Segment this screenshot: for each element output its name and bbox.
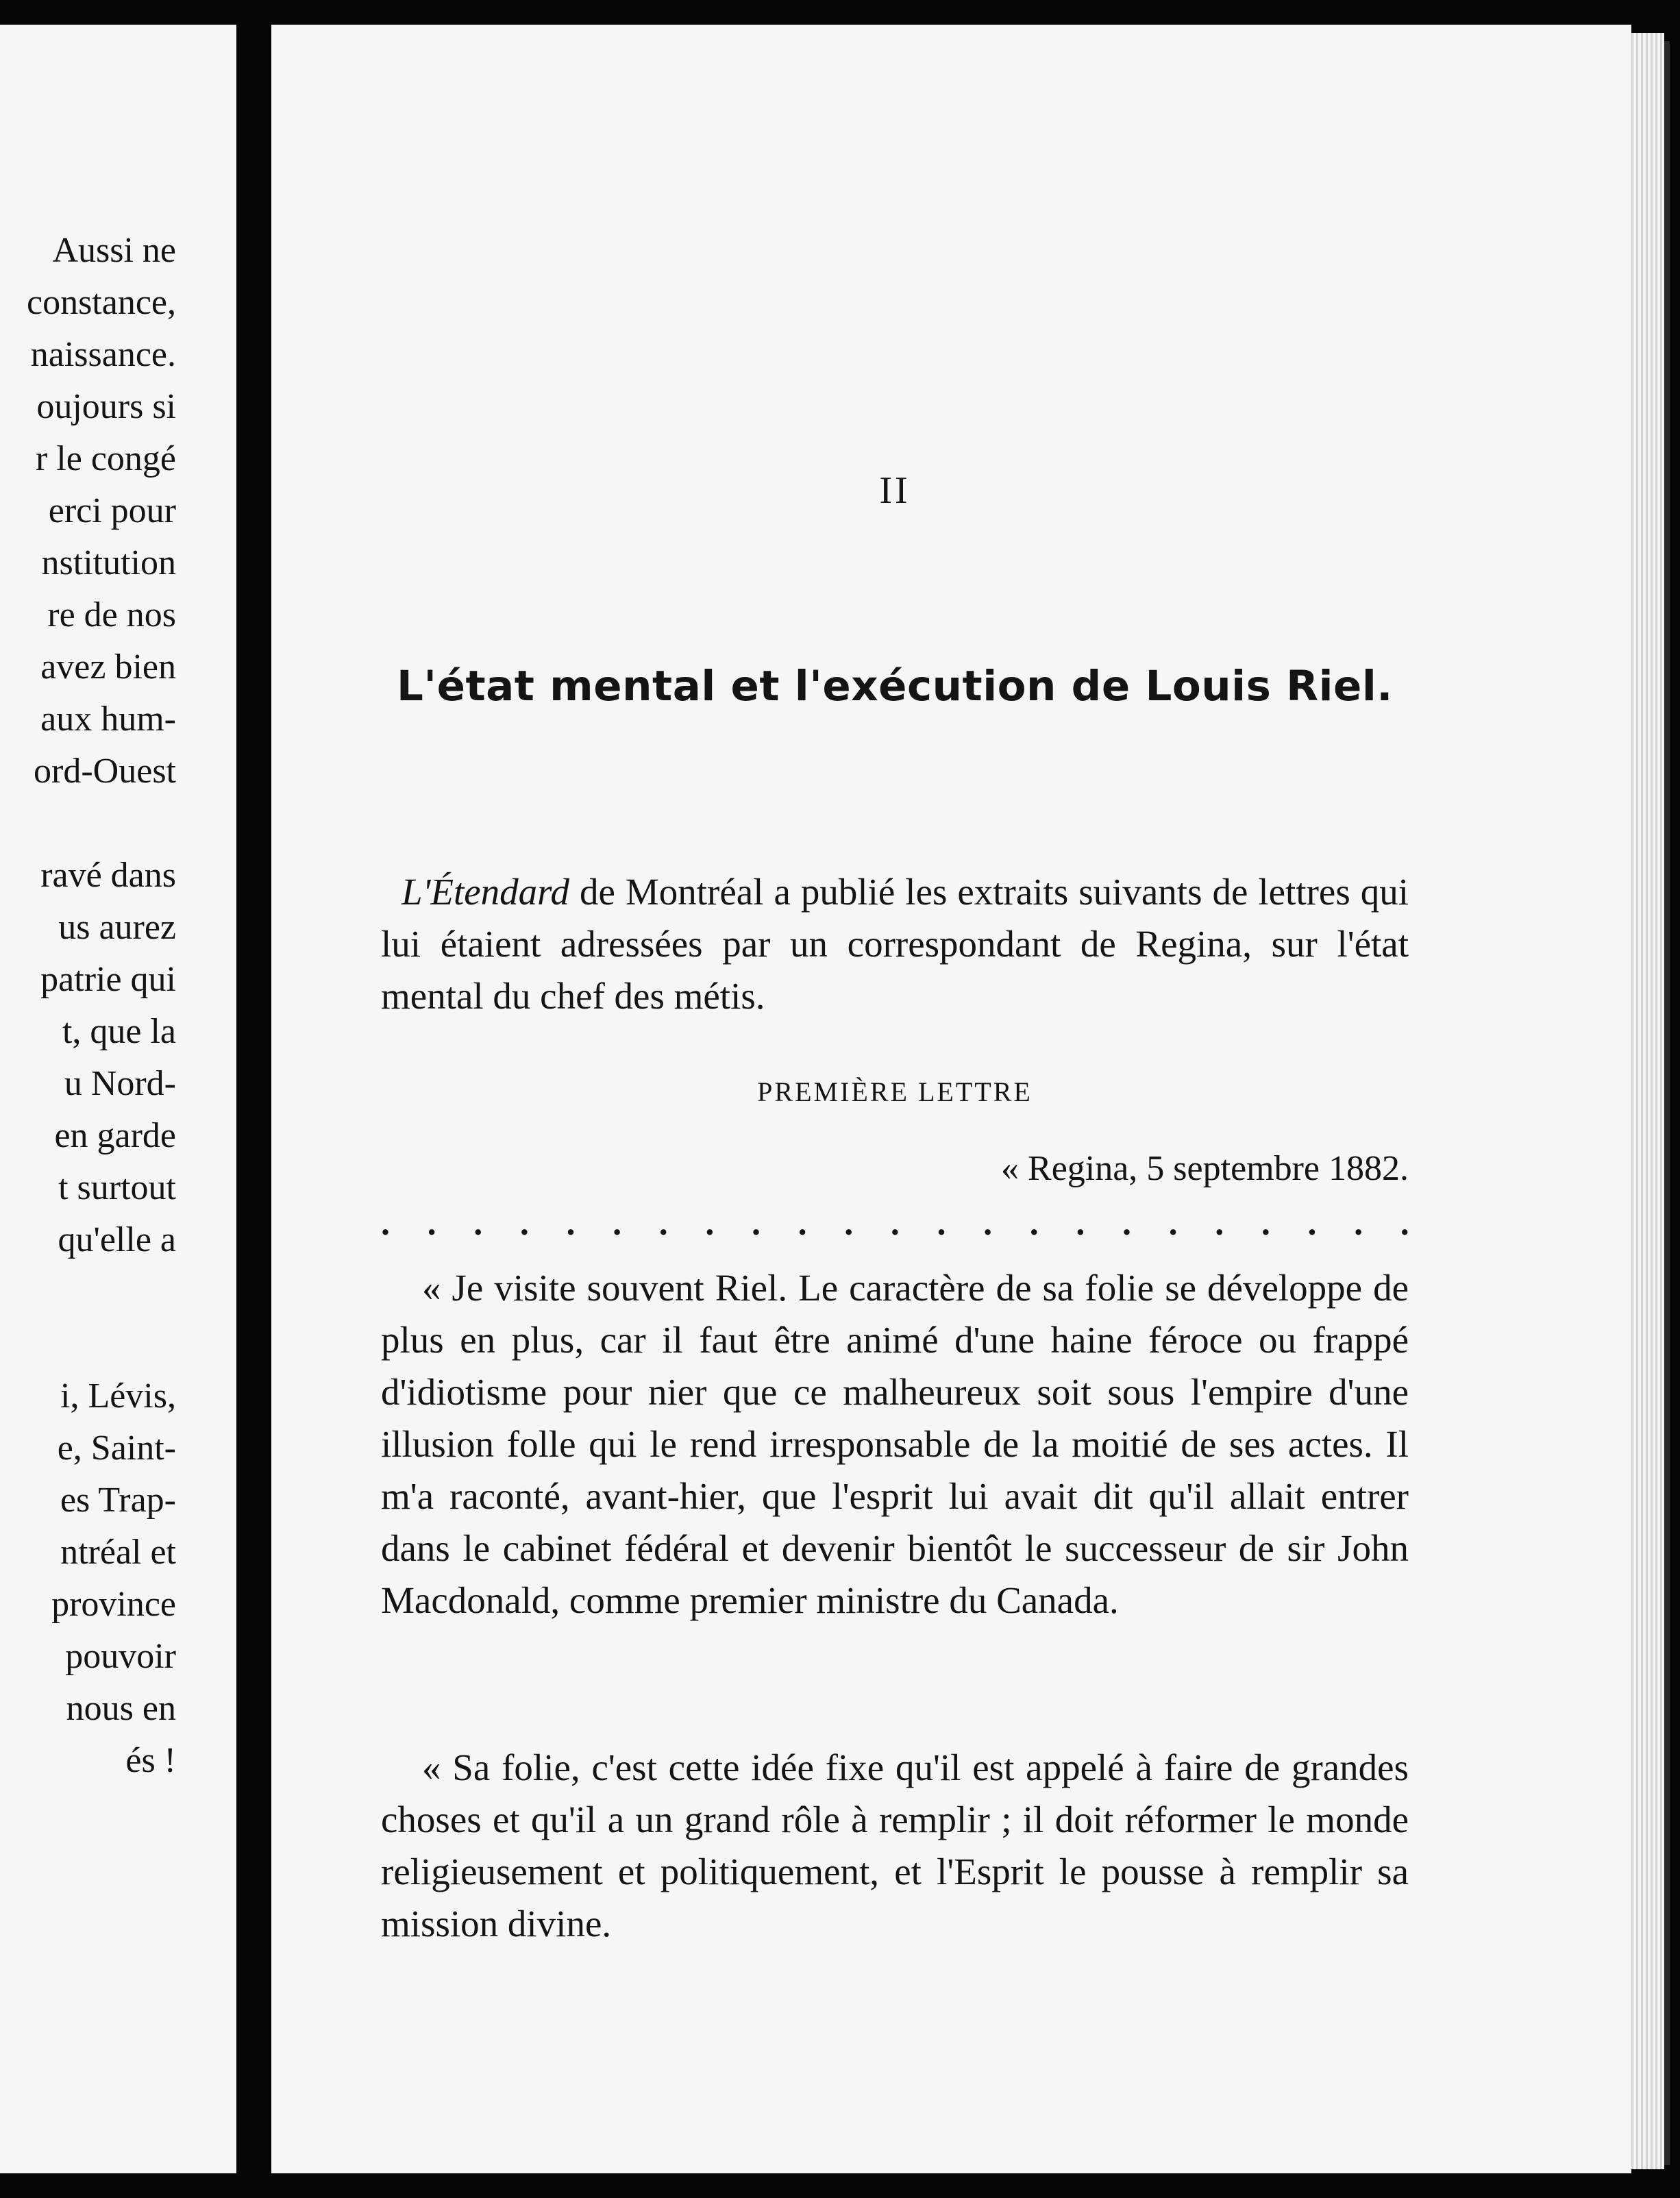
left-line: pouvoir: [65, 1637, 176, 1676]
left-line: naissance.: [30, 335, 176, 374]
chapter-title: L'état mental et l'exécution de Louis Riel.: [397, 662, 1393, 711]
ellipsis-dot: .: [613, 1204, 622, 1243]
left-line: patrie qui: [40, 960, 176, 999]
left-line: avez bien: [40, 647, 176, 687]
left-line: ord-Ouest: [34, 752, 176, 791]
section-numeral: II: [879, 469, 911, 512]
left-line: [27, 798, 176, 850]
ellipsis-dot: .: [519, 1204, 529, 1243]
left-line: qu'elle a: [58, 1220, 176, 1259]
left-page: [0, 25, 236, 2173]
ellipsis-dot: .: [752, 1204, 761, 1243]
ellipsis-dot: .: [844, 1204, 854, 1243]
left-line: oujours si: [36, 387, 176, 426]
left-line: constance,: [26, 283, 176, 322]
ellipsis-dot: .: [658, 1204, 668, 1243]
left-line: ntréal et: [60, 1533, 176, 1572]
left-line: Aussi ne: [52, 231, 176, 270]
ellipsis-dot: .: [1400, 1204, 1409, 1243]
left-line: us aurez: [58, 908, 176, 947]
left-line: e, Saint-: [57, 1429, 176, 1468]
letter-paragraph: « Sa folie, c'est cette idée fixe qu'il est appelé à faire de grandes choses et qu'il a un grand rôle à remplir ; il doit réformer le monde religieusement et politiquement, et l'Esprit le pousse à remplir sa mission divine.: [381, 1746, 1409, 1944]
ellipsis-dot: .: [1122, 1204, 1131, 1243]
left-line: erci pour: [48, 491, 176, 530]
right-page: [271, 25, 1631, 2173]
left-line: re de nos: [47, 595, 176, 634]
left-line: [27, 1318, 176, 1370]
ellipsis-dot: .: [798, 1204, 807, 1243]
left-line: és !: [125, 1741, 176, 1780]
ellipsis-dot: .: [1261, 1204, 1270, 1243]
left-line: nstitution: [41, 543, 176, 582]
ellipsis-dot: .: [1354, 1204, 1363, 1243]
ellipsis-dot: .: [566, 1204, 576, 1243]
intro-paragraph: [381, 866, 1409, 1022]
ellipsis-dot: .: [1215, 1204, 1224, 1243]
publication-name: L'Étendard: [402, 871, 570, 913]
left-line: i, Lévis,: [60, 1376, 176, 1416]
page-edge-shadow: [1664, 41, 1670, 2165]
ellipsis-dot: .: [937, 1204, 946, 1243]
left-line: aux hum-: [40, 700, 176, 739]
ellipsis-dot: .: [1168, 1204, 1178, 1243]
ellipsis-dot: .: [1076, 1204, 1085, 1243]
ellipsis-dots: [381, 1203, 1409, 1244]
left-line: province: [51, 1585, 176, 1624]
ellipsis-dot: .: [890, 1204, 900, 1243]
left-line: u Nord-: [64, 1064, 176, 1103]
left-line: t surtout: [58, 1168, 176, 1207]
ellipsis-dot: .: [473, 1204, 483, 1243]
intro-text: de Montréal a publié les extraits suivants de lettres qui lui étaient adressées par un correspondant de Regina, sur l'état mental du chef des métis.: [381, 871, 1409, 1017]
left-line: en garde: [54, 1116, 176, 1155]
left-line: es Trap-: [60, 1481, 176, 1520]
ellipsis-dot: .: [983, 1204, 993, 1243]
ellipsis-dot: .: [705, 1204, 715, 1243]
letter-paragraph: « Je visite souvent Riel. Le caractère de sa folie se développe de plus en plus, car il faut être animé d'une haine féroce ou frappé d'idiotisme pour nier que ce malheureux soit sous l'empire d'une illusion folle qui le rend irresponsable de la moitié de ses actes. Il m'a raconté, avant-hier, que l'esprit lui avait dit qu'il allait entrer dans le cabinet fédéral et devenir bientôt le successeur de sir John Macdonald, comme premier ministre du Canada.: [381, 1267, 1409, 1621]
ellipsis-dot: .: [381, 1204, 390, 1243]
letter-heading: PREMIÈRE LETTRE: [757, 1076, 1033, 1107]
left-line: ravé dans: [40, 856, 176, 895]
left-line: r le congé: [35, 439, 176, 478]
left-page-text: [27, 225, 176, 1787]
left-line: [27, 1266, 176, 1318]
ellipsis-dot: .: [427, 1204, 436, 1243]
ellipsis-dot: .: [1307, 1204, 1317, 1243]
letter-dateline: « Regina, 5 septembre 1882.: [1001, 1149, 1409, 1188]
ellipsis-dot: .: [1029, 1204, 1039, 1243]
page-edge: [1631, 33, 1664, 2169]
left-line: t, que la: [62, 1012, 176, 1051]
left-line: nous en: [66, 1689, 176, 1728]
